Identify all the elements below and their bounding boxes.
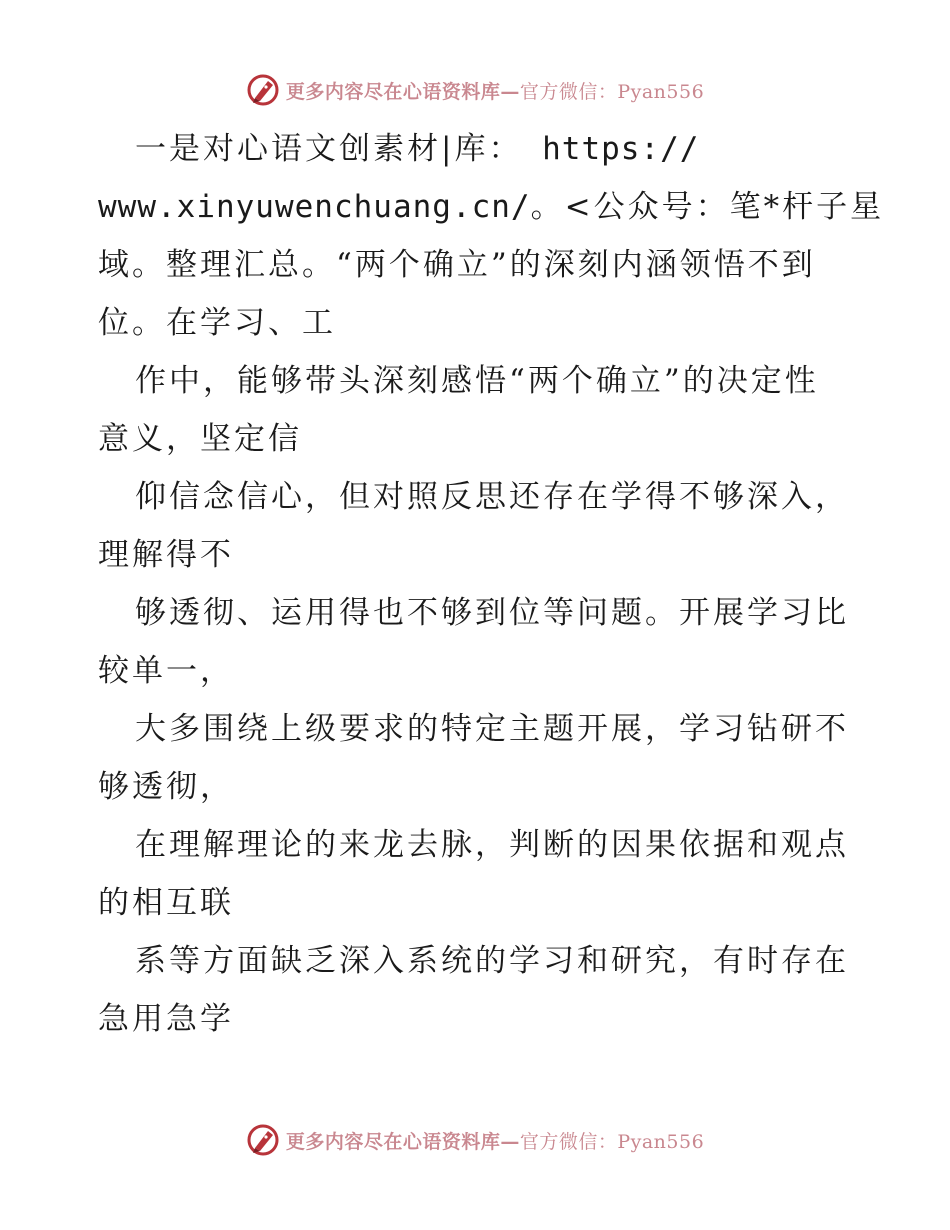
header-watermark-banner [0,70,950,110]
header-watermark-contact: 官方微信：Pyan556 [519,80,705,103]
text-line: 域。整理汇总。“两个确立”的深刻内涵领悟不到 [98,247,816,283]
text-line: www.xinyuwenchuang.cn/。<公众号：笔*杆子星 [98,189,885,225]
text-line: 急用急学 [98,1001,234,1037]
document-body [98,120,885,1048]
text-line: 系等方面缺乏深入系统的学习和研究，有时存在 [135,943,849,979]
text-line: 理解得不 [98,537,234,573]
pen-nib-logo-icon [246,73,280,107]
footer-watermark-banner [0,1120,950,1160]
text-line: 大多围绕上级要求的特定主题开展，学习钻研不 [135,711,849,747]
text-line: 位。在学习、工 [98,305,336,341]
text-line: 仰信念信心，但对照反思还存在学得不够深入， [135,479,849,515]
text-line: 够透彻， [98,769,234,805]
text-line: 的相互联 [98,885,234,921]
footer-watermark-contact: 官方微信：Pyan556 [519,1130,705,1153]
text-line: 作中，能够带头深刻感悟“两个确立”的决定性 [135,363,819,399]
header-watermark-text: 更多内容尽在心语资料库—官方微信：Pyan556 [285,80,705,103]
footer-watermark-text: 更多内容尽在心语资料库—官方微信：Pyan556 [285,1130,705,1153]
pen-nib-logo-icon [246,1123,280,1157]
text-line: 较单一， [98,653,234,689]
text-line: 一是对心语文创素材|库： https:// [135,131,700,167]
text-line: 够透彻、运用得也不够到位等问题。开展学习比 [135,595,849,631]
text-line: 在理解理论的来龙去脉，判断的因果依据和观点 [135,827,849,863]
text-line: 意义，坚定信 [98,421,302,457]
